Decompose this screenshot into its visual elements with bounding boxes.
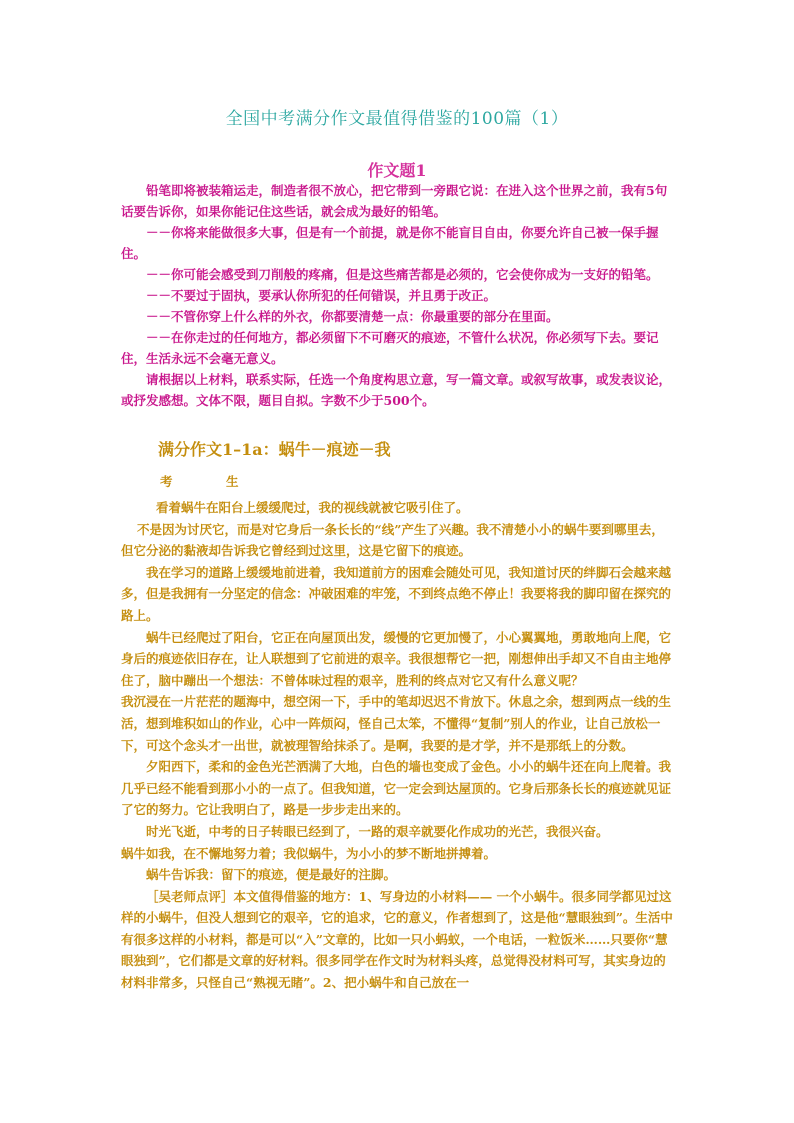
prompt-paragraph: －－不管你穿上什么样的外衣，你都要清楚一点：你最重要的部分在里面。 [146, 309, 559, 324]
teacher-comment: ［吴老师点评］本文值得借鉴的地方：1、写身边的小材料—— 一个小蜗牛。很多同学都见过这样的小蜗牛，但没人想到它的艰辛，它的追求，它的意义，作者想到了，这是他“慧眼独到”。生活中有很多这样的小材料，都是可以“入”文章的，比如一只小蚂蚁，一个电话，一粒饭米……只要你“慧眼独到”，它们都是文章的好材料。很多同学在作文时为材料头疼，总觉得没材料可写，其实身边的材料非常多，只怪自己“熟视无睹”。2、把小蜗牛和自己放在一 [121, 888, 673, 991]
essay-paragraph: 时光飞逝，中考的日子转眼已经到了，一路的艰辛就要化作成功的光芒，我很兴奋。 [146, 823, 609, 839]
topic-title: 作文题1 [367, 161, 427, 180]
prompt-paragraph: －－在你走过的任何地方，都必须留下不可磨灭的痕迹，不管什么状况，你必须写下去。要记住，生活永远不会毫无意义。 [121, 330, 659, 366]
essay-paragraph: 蜗牛告诉我：留下的痕迹，便是最好的注脚。 [146, 867, 397, 883]
prompt-paragraph: 铅笔即将被装箱运走，制造者很不放心，把它带到一旁跟它说：在进入这个世界之前，我有5句话要告诉你，如果你能记住这些话，就会成为最好的铅笔。 [121, 183, 668, 219]
essay-paragraph: 看着蜗牛在阳台上缓缓爬过，我的视线就被它吸引住了。 [156, 500, 469, 515]
essay-paragraph: 蜗牛已经爬过了阳台，它正在向屋顶出发，缓慢的它更加慢了，小心翼翼地，勇敢地向上爬，它身后的痕迹依旧存在，让人联想到了它前进的艰辛。我很想帮它一把，刚想伸出手却又不自由主地停住了，脑中蹦出一个想法：不曾体味过程的艰辛，胜利的终点对它又有什么意义呢？ [121, 629, 672, 688]
author-label-left: 考 [160, 474, 173, 489]
author-label-right: 生 [226, 474, 239, 489]
prompt-section [121, 180, 673, 411]
document-title: 全国中考满分作文最值得借鉴的100篇（1） [225, 109, 569, 129]
prompt-paragraph: －－你可能会感受到刀削般的疼痛，但是这些痛苦都是必须的，它会使你成为一支好的铅笔。 [146, 267, 659, 282]
essay-paragraph: 我在学习的道路上缓缓地前进着，我知道前方的困难会随处可见，我知道讨厌的绊脚石会越来越多，但是我拥有一分坚定的信念：冲破困难的牢笼，不到终点绝不停止！我要将我的脚印留在探究的路上。 [121, 564, 672, 623]
essay-paragraph: 我沉浸在一片茫茫的题海中，想空闲一下，手中的笔却迟迟不肯放下。休息之余，想到两点一线的生活，想到堆积如山的作业，心中一阵烦闷，怪自己太笨，不懂得“复制”别人的作业，让自己放松一下，可这个念头才一出世，就被理智给抹杀了。是啊，我要的是才学，并不是那纸上的分数。 [121, 694, 672, 753]
prompt-instruction: 请根据以上材料，联系实际，任选一个角度构思立意，写一篇文章。或叙写故事，或发表议论，或抒发感想。文体不限，题目自拟。字数不少于500个。 [121, 372, 672, 408]
essay-body [121, 497, 673, 994]
essay-paragraph: 不是因为讨厌它，而是对它身后一条长长的“线”产生了兴趣。我不清楚小小的蜗牛要到哪里去，但它分泌的黏液却告诉我它曾经到过这里，这是它留下的痕迹。 [121, 521, 664, 559]
essay-title: 满分作文1–1a：蜗牛－痕迹－我 [158, 440, 391, 459]
author-line [160, 472, 292, 490]
essay-paragraph: 蜗牛如我，在不懈地努力着；我似蜗牛，为小小的梦不断地拼搏着。 [121, 845, 497, 861]
prompt-paragraph: －－你将来能做很多大事，但是有一个前提，就是你不能盲目自由，你要允许自己被一保手握住。 [121, 225, 659, 261]
essay-paragraph: 夕阳西下，柔和的金色光芒洒满了大地，白色的墙也变成了金色。小小的蜗牛还在向上爬着。我几乎已经不能看到那小小的一点了。但我知道，它一定会到达屋顶的。它身后那条长长的痕迹就见证了它的努力。它让我明白了，路是一步步走出来的。 [121, 759, 672, 818]
prompt-paragraph: －－不要过于固执，要承认你所犯的任何错误，并且勇于改正。 [146, 288, 497, 303]
